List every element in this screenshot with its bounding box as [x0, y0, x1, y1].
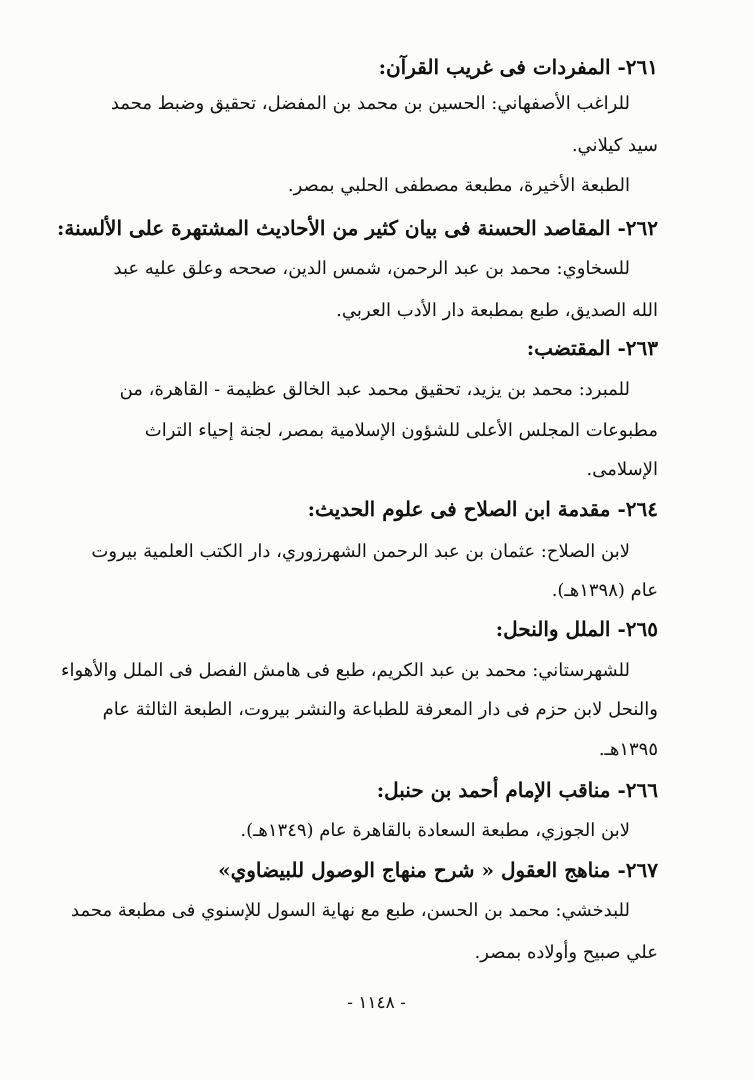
entry-line: والنحل لابن حزم فى دار المعرفة للطباعة والنشر بيروت، الطبعة الثالثة عام [102, 699, 658, 720]
entry-body [70, 173, 658, 199]
entry-line: للبدخشي: محمد بن الحسن، طبع مع نهاية السول للإسنوي فى مطبعة محمد [71, 900, 630, 921]
entry-line: عام (١٣٩٨هـ). [551, 580, 658, 601]
bibliography-entry [70, 855, 658, 885]
entry-body [70, 940, 658, 966]
entry-body [70, 91, 658, 117]
entry-title: ٢٦٣- المقتضب: [526, 336, 658, 360]
entry-body [70, 298, 658, 324]
entry-line: للسخاوي: محمد بن عبد الرحمن، شمس الدين، صححه وعلق عليه عبد [113, 258, 630, 279]
entry-line: الإسلامى. [586, 459, 658, 480]
entry-body [70, 418, 658, 444]
entry-title: ٢٦١- المفردات فى غريب القرآن: [378, 55, 658, 79]
entry-line: لابن الجوزي، مطبعة السعادة بالقاهرة عام (١٣٤٩هـ). [240, 820, 630, 841]
entry-body [70, 818, 658, 844]
entry-line: للمبرد: محمد بن يزيد، تحقيق محمد عبد الخالق عظيمة - القاهرة، من [119, 379, 630, 400]
entry-line: سيد كيلاني. [571, 135, 658, 156]
page-number: - ١١٤٨ - [347, 993, 406, 1013]
entry-body [70, 697, 658, 723]
entry-body [70, 578, 658, 604]
bibliography-entry [70, 614, 658, 644]
entry-line: للراغب الأصفهاني: الحسين بن محمد بن المفضل، تحقيق وضبط محمد [110, 93, 630, 114]
entry-line: ١٣٩٥هـ. [598, 739, 658, 760]
entry-body [70, 737, 658, 763]
entry-body [70, 898, 658, 924]
entry-line: للشهرستاني: محمد بن عبد الكريم، طبع فى هامش الفصل فى الملل والأهواء [61, 660, 630, 681]
entry-body [70, 377, 658, 403]
entry-line: الله الصديق، طبع بمطبعة دار الأدب العربي. [336, 300, 658, 321]
entry-line: مطبوعات المجلس الأعلى للشؤون الإسلامية بمصر، لجنة إحياء التراث [144, 420, 658, 441]
bibliography-entry [70, 52, 658, 82]
entry-title: ٢٦٦- مناقب الإمام أحمد بن حنبل: [376, 778, 658, 802]
entry-title: ٢٦٢- المقاصد الحسنة فى بيان كثير من الأحاديث المشتهرة على الألسنة: [56, 216, 658, 240]
bibliography-entry [70, 494, 658, 524]
entry-title: ٢٦٤- مقدمة ابن الصلاح فى علوم الحديث: [307, 497, 658, 521]
bibliography-entry [70, 775, 658, 805]
entry-title: ٢٦٥- الملل والنحل: [495, 617, 658, 641]
bibliography-entry [56, 213, 658, 243]
entry-line: الطبعة الأخيرة، مطبعة مصطفى الحلبي بمصر. [287, 175, 630, 196]
entry-body [70, 539, 658, 565]
entry-title: ٢٦٧- مناهج العقول « شرح منهاج الوصول للبيضاوي» [218, 858, 658, 882]
entry-line: لابن الصلاح: عثمان بن عبد الرحمن الشهرزوري، دار الكتب العلمية بيروت [91, 541, 630, 562]
entry-body [70, 133, 658, 159]
entry-body [70, 457, 658, 483]
bibliography-entry [70, 333, 658, 363]
entry-body [70, 256, 658, 282]
entry-line: علي صبيح وأولاده بمصر. [474, 942, 658, 963]
entry-body [61, 658, 658, 684]
